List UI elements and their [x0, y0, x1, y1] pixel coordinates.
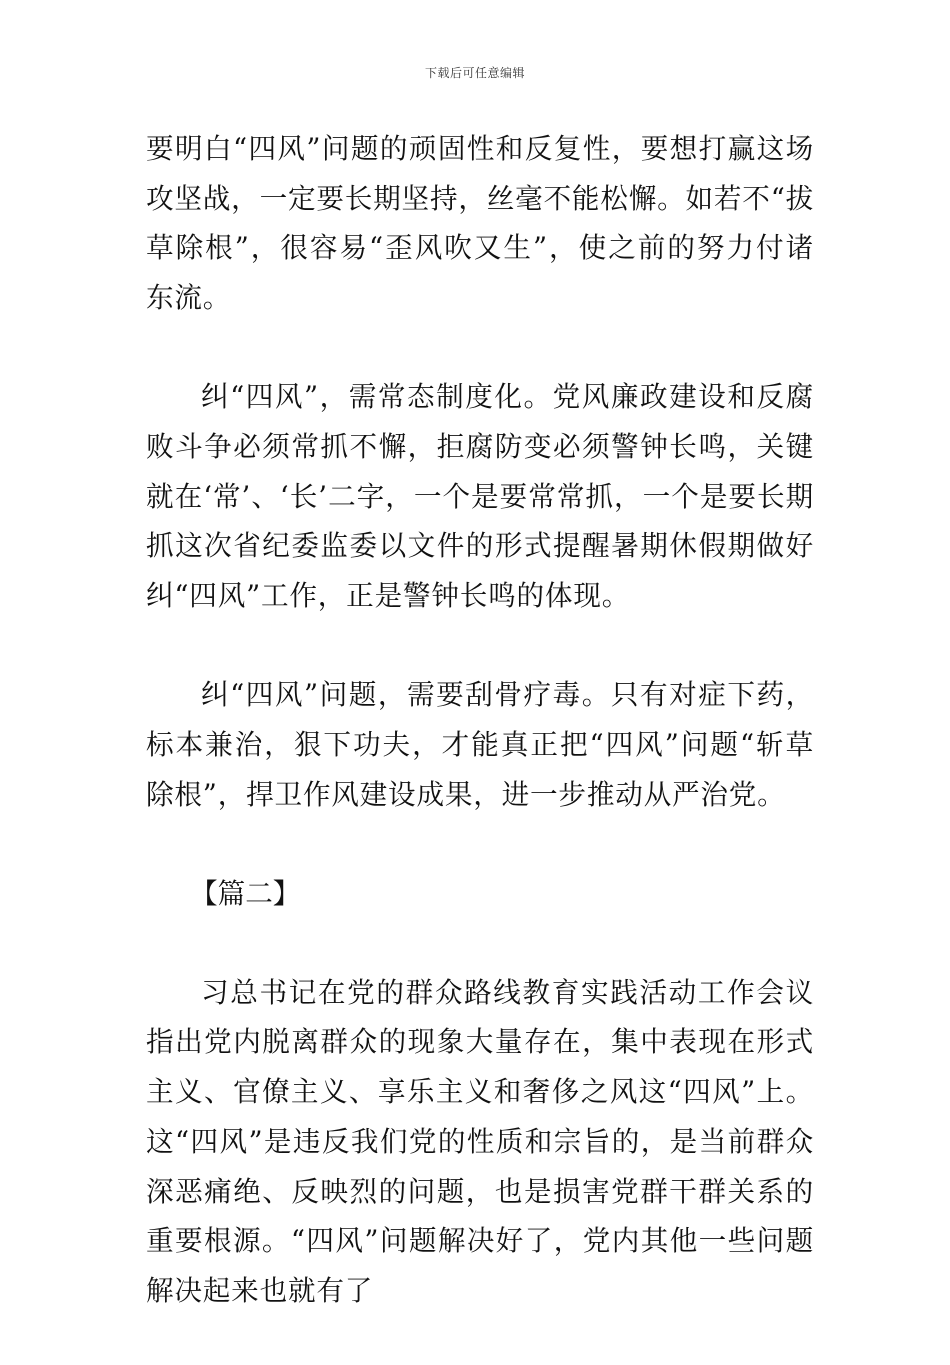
page-header-note: 下载后可任意编辑 — [424, 66, 525, 80]
paragraph-2: 纠“四风”，需常态制度化。党风廉政建设和反腐败斗争必须常抓不懈，拒腐防变必须警钟长鸣，关键就在‘常’、‘长’二字，一个是要常常抓，一个是要长期抓这次省纪委监委以文件的形式提醒暑期休假期做好纠“四风”工作，正是警钟长鸣的体现。 — [146, 380, 814, 613]
document-body — [146, 124, 814, 1365]
paragraph-3: 纠“四风”问题，需要刮骨疗毒。只有对症下药，标本兼治，狠下功夫，才能真正把“四风”问题“斩草除根”，捍卫作风建设成果，进一步推动从严治党。 — [146, 678, 814, 811]
paragraph-1: 要明白“四风”问题的顽固性和反复性，要想打赢这场攻坚战，一定要长期坚持，丝毫不能松懈。如若不“拔草除根”，很容易“歪风吹又生”，使之前的努力付诸东流。 — [146, 132, 814, 315]
section-heading: 【篇二】 — [190, 876, 301, 910]
section-paragraph: 习总书记在党的群众路线教育实践活动工作会议指出党内脱离群众的现象大量存在，集中表现在形式主义、官僚主义、享乐主义和奢侈之风这“四风”上。这“四风”是违反我们党的性质和宗旨的，是当前群众深恶痛绝、反映烈的问题，也是损害党群干群关系的重要根源。“四风”问题解决好了，党内其他一些问题解决起来也就有了 — [146, 975, 814, 1307]
